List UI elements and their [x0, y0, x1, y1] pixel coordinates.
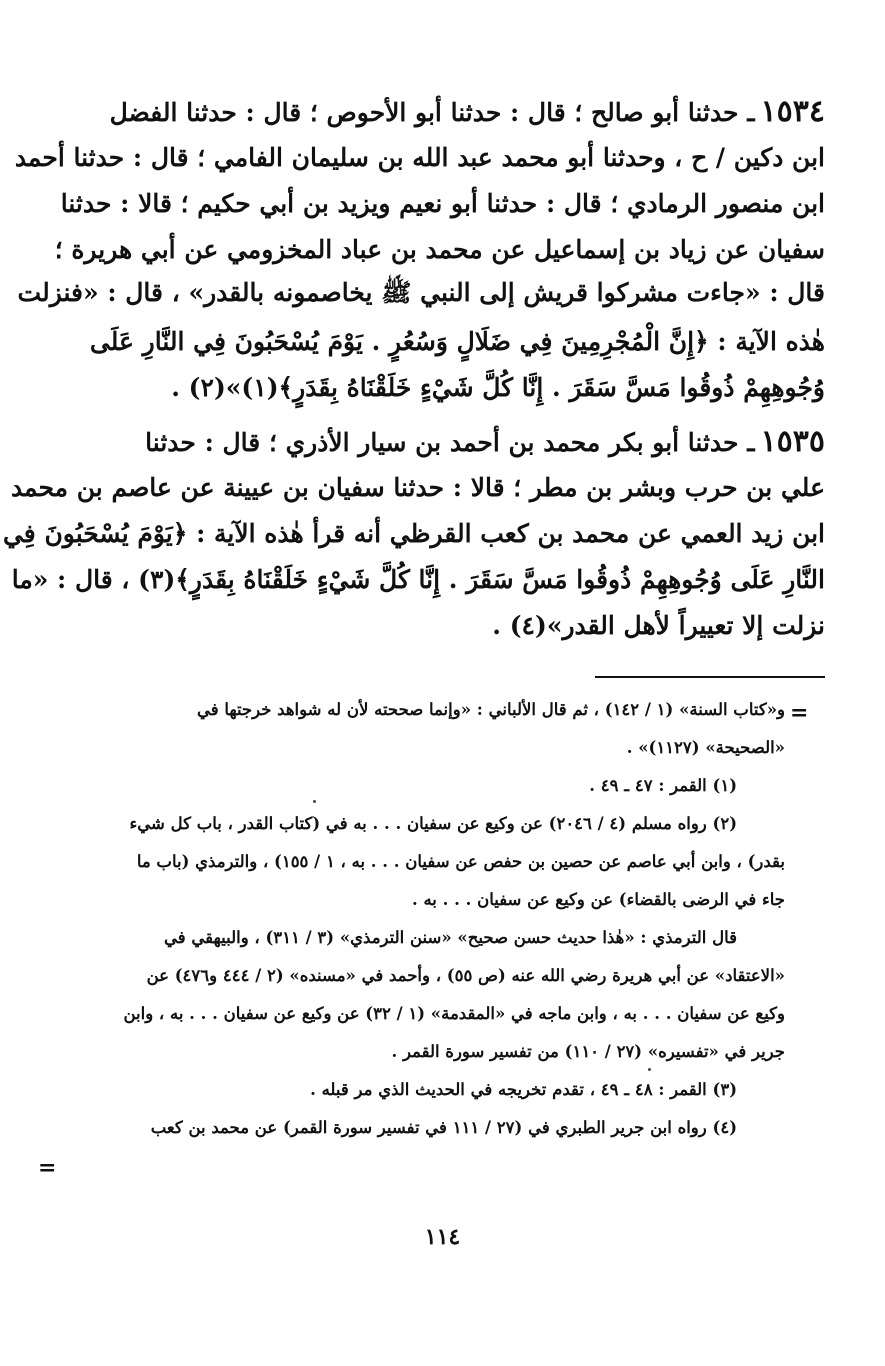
footnote-4: (٤) رواه ابن جرير الطبري في (٢٧ / ١١١ في تفسير سورة القمر) عن محمد بن كعب	[150, 1117, 737, 1137]
print-speck	[313, 800, 316, 803]
footnote-3: (٣) القمر : ٤٨ ـ ٤٩ ، تقدم تخريجه في الحديث الذي مر قبله .	[310, 1079, 737, 1099]
hadith-line: النَّارِ عَلَى وُجُوهِهِمْ ذُوقُوا مَسَّ سَقَرَ . إِنَّا كُلَّ شَيْءٍ خَلَقْنَاهُ بِقَدَرٍ﴾(٣) ، قال : «ما	[11, 564, 825, 594]
footnote-line: وكيع عن سفيان . . . به ، وابن ماجه في «المقدمة» (١ / ٣٢) عن وكيع عن سفيان . . . به ، وابن	[123, 1003, 785, 1023]
continuation-mark: =	[790, 700, 809, 726]
hadith-line	[55, 88, 825, 134]
hadith-line	[55, 418, 825, 464]
hadith-line: ابن زيد العمي عن محمد بن كعب القرظي أنه قرأ هٰذه الآية : ﴿يَوْمَ يُسْحَبُونَ فِي	[2, 518, 825, 548]
footnote-line: «الاعتقاد» عن أبي هريرة رضي الله عنه (ص ٥٥) ، وأحمد في «مسنده» (٢ / ٤٤٤ و٤٧٦) عن	[146, 965, 785, 985]
hadith-line: هٰذه الآية : ﴿إِنَّ الْمُجْرِمِينَ فِي ضَلَالٍ وَسُعُرٍ . يَوْمَ يُسْحَبُونَ فِي النَّارِ عَلَى	[89, 326, 825, 356]
hadith-1534	[14, 88, 825, 410]
hadith-number: ١٥٣٥	[760, 423, 825, 459]
footnote-line: جاء في الرضى بالقضاء) عن وكيع عن سفيان . . . به .	[411, 889, 785, 909]
main-text	[2, 88, 825, 648]
footnote-line: قال الترمذي : «هٰذا حديث حسن صحيح» «سنن الترمذي» (٣ / ٣١١) ، والبيهقي في	[164, 927, 737, 947]
footnote-line: «الصحيحة» (١١٢٧)» .	[626, 737, 785, 757]
hadith-number: ١٥٣٤	[760, 93, 825, 129]
continuation-mark: =	[38, 1155, 57, 1181]
hadith-number-line: ١٥٣٤ـ حدثنا أبو صالح ؛ قال : حدثنا أبو الأحوص ؛ قال : حدثنا الفضل	[109, 93, 825, 129]
footnote-1: (١) القمر : ٤٧ ـ ٤٩ .	[589, 775, 737, 795]
hadith-line: ابن منصور الرمادي ؛ قال : حدثنا أبو نعيم ويزيد بن أبي حكيم ؛ قالا : حدثنا	[60, 188, 825, 218]
footnote-line: بقدر) ، وابن أبي عاصم عن حصين بن حفص عن سفيان . . . به ، ١ / ١٥٥) ، والترمذي (باب ما	[136, 851, 785, 871]
hadith-1535	[2, 418, 825, 648]
hadith-line: قال : «جاءت مشركوا قريش إلى النبي ﷺ يخاصمونه بالقدر» ، قال : «فنزلت	[17, 277, 825, 307]
hadith-line: ابن دكين / ح ، وحدثنا أبو محمد عبد الله بن سليمان الفامي ؛ قال : حدثنا أحمد	[14, 142, 825, 172]
footnote-line: جرير في «تفسيره» (٢٧ / ١١٠) من تفسير سورة القمر .	[391, 1041, 785, 1061]
footnote-line: و«كتاب السنة» (١ / ١٤٢) ، ثم قال الألباني : «وإنما صححته لأن له شواهد خرجتها في	[196, 699, 785, 719]
footnote-separator	[595, 676, 825, 678]
hadith-line: علي بن حرب وبشر بن مطر ؛ قالا : حدثنا سفيان بن عيينة عن عاصم بن محمد	[10, 472, 825, 502]
hadith-line: سفيان عن زياد بن إسماعيل عن محمد بن عباد المخزومي عن أبي هريرة ؛	[54, 234, 825, 264]
hadith-line: وُجُوهِهِمْ ذُوقُوا مَسَّ سَقَرَ . إِنَّا كُلَّ شَيْءٍ خَلَقْنَاهُ بِقَدَرٍ﴾(١)»(٢) .	[171, 372, 825, 402]
footnotes	[60, 690, 785, 1146]
hadith-number-line: ١٥٣٥ـ حدثنا أبو بكر محمد بن أحمد بن سيار الأذري ؛ قال : حدثنا	[145, 423, 825, 459]
footnote-2: (٢) رواه مسلم (٤ / ٢٠٤٦) عن وكيع عن سفيان . . . به في (كتاب القدر ، باب كل شيء	[129, 813, 737, 833]
page-number: ١١٤	[424, 1224, 461, 1250]
hadith-line: نزلت إلا تعييراً لأهل القدر»(٤) .	[492, 610, 825, 640]
print-speck	[648, 1068, 651, 1071]
